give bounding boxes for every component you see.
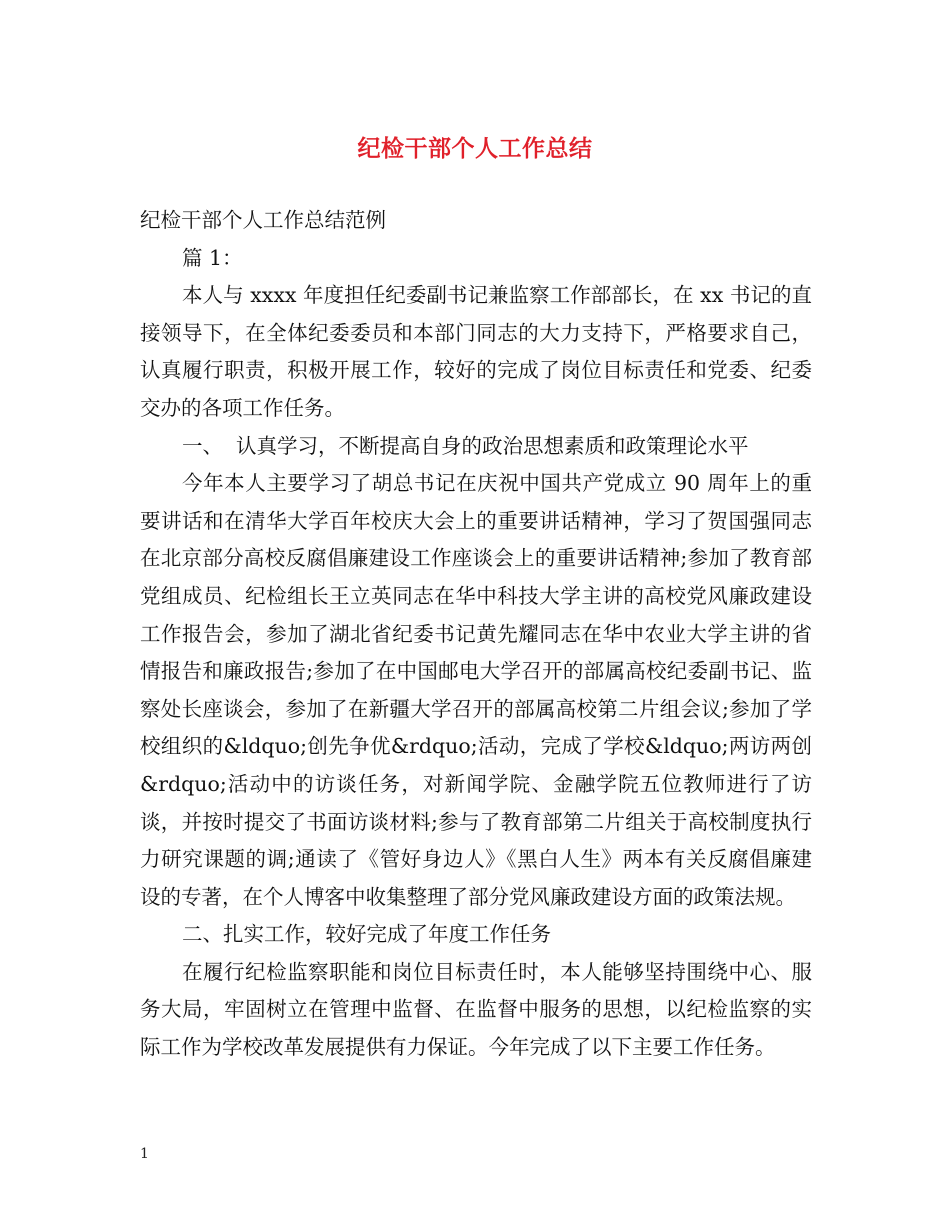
heading-study: 一、 认真学习，不断提高自身的政治思想素质和政策理论水平 — [182, 433, 749, 458]
section-label: 篇 1： — [182, 245, 243, 270]
paragraph-work: 在履行纪检监察职能和岗位目标责任时，本人能够坚持围绕中心、服务大局，牢固树立在管理中监督、在监督中服务的思想，以纪检监察的实际工作为学校改革发展提供有力保证。今年完成了以下主要工作任务。 — [140, 959, 812, 1060]
heading-work: 二、扎实工作，较好完成了年度工作任务 — [182, 922, 551, 947]
paragraph-study: 今年本人主要学习了胡总书记在庆祝中国共产党成立 90 周年上的重要讲话和在清华大学百年校庆大会上的重要讲话精神，学习了贺国强同志在北京部分高校反腐倡廉建设工作座谈会上的重要讲话精神;参加了教育部党组成员、纪检组长王立英同志在华中科技大学主讲的高校党风廉政建设工作报告会，参加了湖北省纪委书记黄先耀同志在华中农业大学主讲的省情报告和廉政报告;参加了在中国邮电大学召开的部属高校纪委副书记、监察处长座谈会，参加了在新疆大学召开的部属高校第二片组会议;参加了学校组织的&ldquo;创先争优&rdquo;活动，完成了学校&ldquo;两访两创&rdquo;活动中的访谈任务，对新闻学院、金融学院五位教师进行了访谈，并按时提交了书面访谈材料;参与了教育部第二片组关于高校制度执行力研究课题的调;通读了《管好身边人》《黑白人生》两本有关反腐倡廉建设的专著，在个人博客中收集整理了部分党风廉政建设方面的政策法规。 — [140, 471, 812, 909]
document-subtitle: 纪检干部个人工作总结范例 — [140, 208, 386, 232]
document-body — [140, 202, 812, 1067]
page-number: 1 — [140, 1146, 149, 1162]
paragraph-intro: 本人与 xxxx 年度担任纪委副书记兼监察工作部部长，在 xx 书记的直接领导下，在全体纪委委员和本部门同志的大力支持下，严格要求自己，认真履行职责，积极开展工作，较好的完成了岗位目标责任和党委、纪委交办的各项工作任务。 — [140, 283, 812, 420]
document-title: 纪检干部个人工作总结 — [357, 135, 593, 162]
